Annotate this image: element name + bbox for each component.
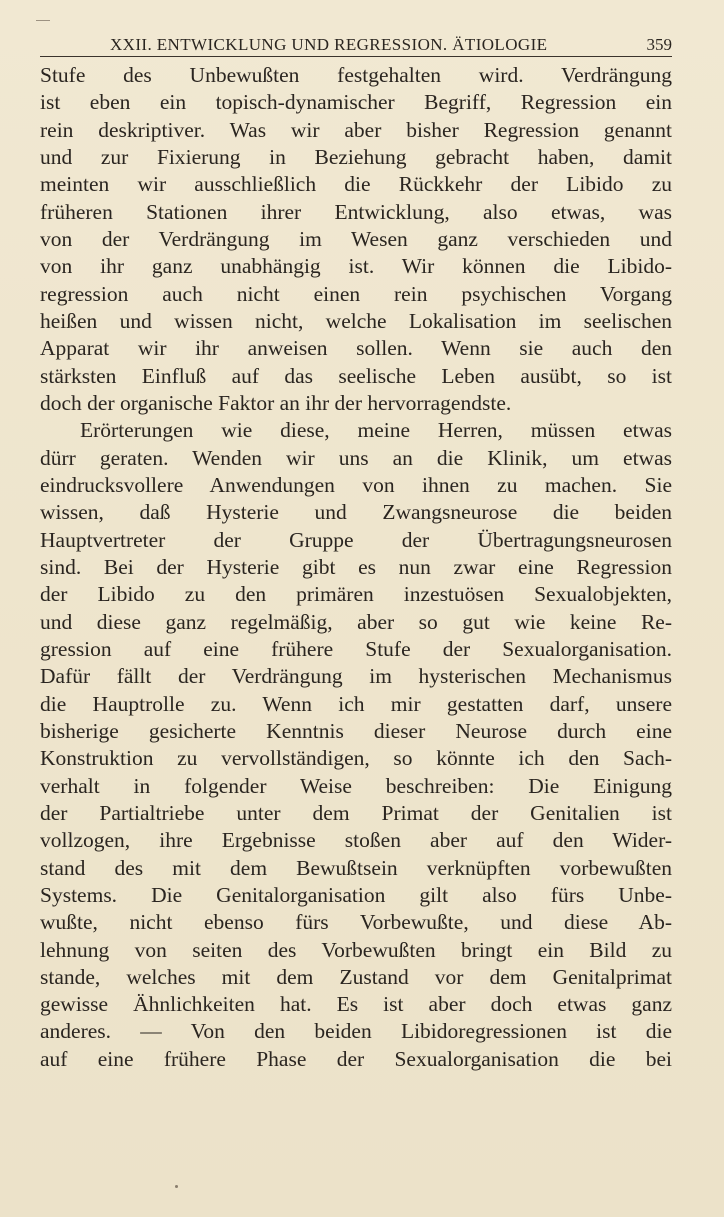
text-line: die Hauptrolle zu. Wenn ich mir gestatten darf, unsere	[40, 691, 672, 716]
text-line: wußte, nicht ebenso fürs Vorbewußte, und diese Ab-	[40, 910, 672, 935]
page-corner-mark	[36, 20, 50, 21]
text-line: von der Verdrängung im Wesen ganz verschieden und	[40, 226, 672, 251]
text-line: und diese ganz regelmäßig, aber so gut wie keine Re-	[40, 609, 672, 634]
text-line: gewisse Ähnlichkeiten hat. Es ist aber doch etwas ganz	[40, 992, 672, 1017]
text-line: stärksten Einfluß auf das seelische Leben ausübt, so ist	[40, 363, 672, 388]
body-text	[40, 62, 672, 1073]
text-line: bisherige gesicherte Kenntnis dieser Neurose durch eine	[40, 718, 672, 743]
text-line: der Libido zu den primären inzestuösen Sexualobjekten,	[40, 582, 672, 607]
paper-speck	[175, 1185, 178, 1188]
text-line: regression auch nicht einen rein psychischen Vorgang	[40, 281, 672, 306]
text-line: ist eben ein topisch-dynamischer Begriff, Regression ein	[40, 90, 672, 115]
text-line: Stufe des Unbewußten festgehalten wird. Verdrängung	[40, 63, 672, 87]
text-line: rein deskriptiver. Was wir aber bisher Regression genannt	[40, 117, 672, 142]
text-line: Hauptvertreter der Gruppe der Übertragungsneurosen	[40, 527, 672, 552]
text-line: der Partialtriebe unter dem Primat der Genitalien ist	[40, 800, 672, 825]
text-line: meinten wir ausschließlich die Rückkehr der Libido zu	[40, 172, 672, 197]
text-line: und zur Fixierung in Beziehung gebracht haben, damit	[40, 144, 672, 169]
text-line: sind. Bei der Hysterie gibt es nun zwar eine Regression	[40, 554, 672, 579]
text-line: stande, welches mit dem Zustand vor dem Genitalprimat	[40, 964, 672, 989]
text-line: eindrucksvollere Anwendungen von ihnen zu machen. Sie	[40, 472, 672, 497]
text-line: anderes. — Von den beiden Libidoregressionen ist die	[40, 1019, 672, 1044]
text-line: dürr geraten. Wenden wir uns an die Klinik, um etwas	[40, 445, 672, 470]
text-line: gression auf eine frühere Stufe der Sexualorganisation.	[40, 636, 672, 661]
page-number: 359	[646, 35, 672, 54]
text-line: wissen, daß Hysterie und Zwangsneurose die beiden	[40, 500, 672, 525]
text-line: vollzogen, ihre Ergebnisse stoßen aber auf den Wider-	[40, 828, 672, 853]
text-line: auf eine frühere Phase der Sexualorganisation die bei	[40, 1046, 672, 1071]
text-line: lehnung von seiten des Vorbewußten bringt ein Bild zu	[40, 937, 672, 962]
text-line: Apparat wir ihr anweisen sollen. Wenn sie auch den	[40, 336, 672, 361]
text-line: Erörterungen wie diese, meine Herren, müssen etwas	[80, 418, 672, 443]
text-line: Konstruktion zu vervollständigen, so könnte ich den Sach-	[40, 746, 672, 771]
text-line: heißen und wissen nicht, welche Lokalisation im seelischen	[40, 308, 672, 333]
text-line: früheren Stationen ihrer Entwicklung, also etwas, was	[40, 199, 672, 224]
text-line: Dafür fällt der Verdrängung im hysterischen Mechanismus	[40, 664, 672, 689]
running-header	[40, 34, 672, 57]
text-line: doch der organische Faktor an ihr der hervorragendste.	[40, 390, 512, 415]
text-line: von ihr ganz unabhängig ist. Wir können die Libido-	[40, 254, 672, 279]
text-line: Systems. Die Genitalorganisation gilt also fürs Unbe-	[40, 882, 672, 907]
text-line: stand des mit dem Bewußtsein verknüpften vorbewußten	[40, 855, 672, 880]
chapter-title: XXII. ENTWICKLUNG UND REGRESSION. ÄTIOLOGIE	[110, 35, 548, 54]
text-line: verhalt in folgender Weise beschreiben: Die Einigung	[40, 773, 672, 798]
